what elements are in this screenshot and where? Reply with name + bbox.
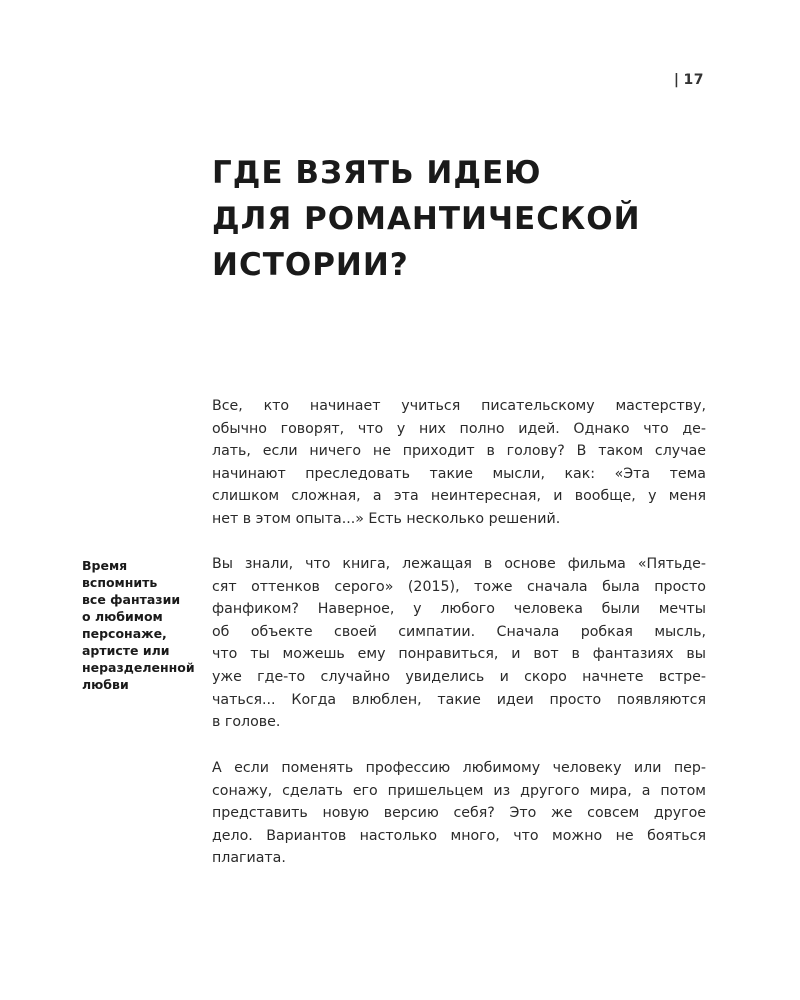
text-line: обычно говорят, что у них полно идей. Однако что де- — [212, 420, 706, 437]
text-line: Все, кто начинает учиться писательскому мастерству, — [212, 398, 706, 414]
margin-note-line: неразделенной — [82, 660, 195, 675]
text-line: начинают преследовать такие мысли, как: «Эта тема — [212, 465, 706, 482]
margin-note-line: о любимом — [82, 609, 163, 624]
text-line: уже где-то случайно увиделись и скоро начнете встре- — [212, 668, 706, 685]
text-line: об объекте своей симпатии. Сначала робкая мысль, — [212, 623, 706, 640]
text-line: Вы знали, что книга, лежащая в основе фильма «Пятьде- — [212, 556, 706, 572]
margin-note-line: вспомнить — [82, 575, 158, 590]
body-paragraph-3 — [212, 757, 706, 870]
text-line: сонажу, сделать его пришельцем из другого мира, а потом — [212, 782, 706, 799]
margin-note-line: персонаже, — [82, 626, 167, 641]
text-line: сят оттенков серого» (2015), тоже сначала была просто — [212, 578, 706, 595]
margin-note-line: Время — [82, 558, 128, 573]
text-line: лать, если ничего не приходит в голову? В таком случае — [212, 443, 706, 460]
text-line: что ты можешь ему понравиться, и вот в фантазиях вы — [212, 646, 706, 663]
chapter-title-line: ДЛЯ РОМАНТИЧЕСКОЙ — [212, 201, 641, 237]
page-number-marker: | — [673, 72, 680, 88]
page-number — [674, 72, 704, 88]
text-line: дело. Вариантов настолько много, что можно не бояться — [212, 827, 706, 844]
page-number-value: 17 — [683, 72, 704, 88]
text-line: А если поменять профессию любимому человеку или пер- — [212, 760, 706, 776]
text-line: представить новую версию себя? Это же совсем другое — [212, 805, 706, 822]
margin-note-line: все фантазии — [82, 592, 181, 607]
body-paragraph-1 — [212, 395, 706, 531]
chapter-title-line: ИСТОРИИ? — [212, 247, 409, 283]
margin-note-line: артисте или — [82, 643, 170, 658]
body-paragraph-2 — [212, 553, 706, 734]
text-line: слишком сложная, а эта неинтересная, и вообще, у меня — [212, 488, 706, 505]
margin-note — [82, 557, 202, 693]
text-line: чаться... Когда влюблен, такие идеи просто появляются — [212, 691, 706, 708]
margin-note-line: любви — [82, 677, 129, 692]
chapter-title-line: ГДЕ ВЗЯТЬ ИДЕЮ — [212, 155, 542, 191]
text-line: нет в этом опыта...» Есть несколько решений. — [212, 510, 561, 527]
text-line: в голове. — [212, 714, 281, 731]
text-line: плагиата. — [212, 850, 286, 867]
chapter-title — [212, 150, 732, 288]
text-line: фанфиком? Наверное, у любого человека были мечты — [212, 601, 706, 618]
